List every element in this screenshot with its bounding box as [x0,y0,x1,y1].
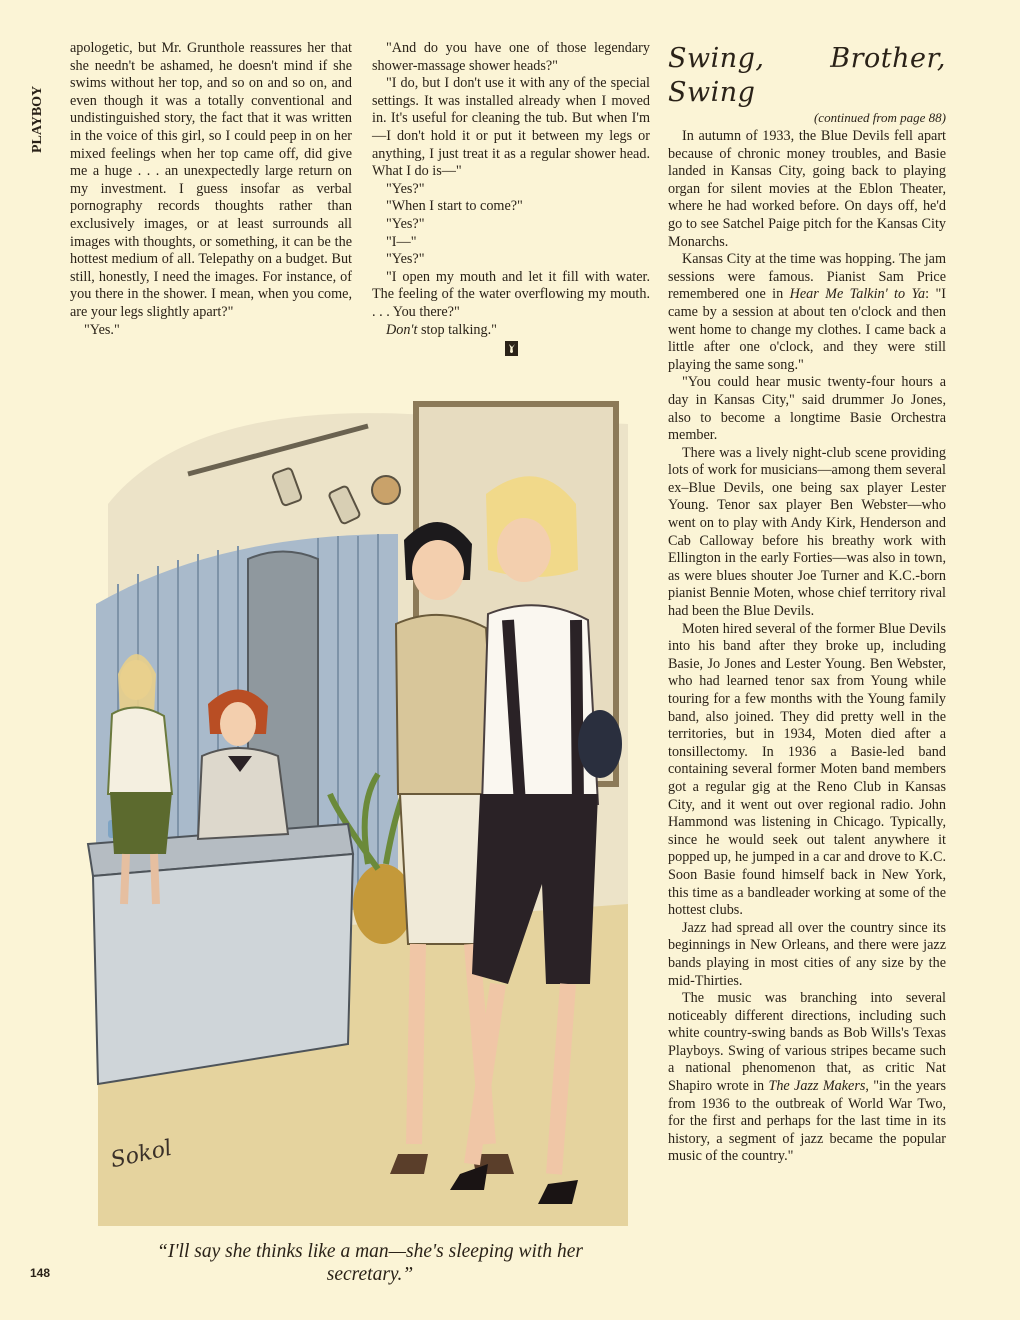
paragraph: Moten hired several of the former Blue Devils into his band after they broke up, including Basie, Jo Jones and Lester Young. Ben Webster, who had learned tenor sax from Young while touring for a few months with the Young family band, also joined. They did pretty well in the territories, but in 1934, Moten died after a tonsillectomy. In 1936 a Basie-led band containing several former Moten band members got a regular gig at the Reno Club in Kansas City, and it went out over regional radio. John Hammond was listening in Chicago. Typically, since he would seek out talent anywhere it popped up, he jumped in a car and drove to K.C. Soon Basie found himself back in New York, this time as a bandleader working at some of the hottest clubs. [668,620,946,919]
article-column-1 [70,40,352,339]
paragraph: "I do, but I don't use it with any of the special settings. It was installed already when I moved in. It's useful for cleaning the tub. But when I'm—I don't hold it or put it between my legs or anything, I just treat it as a regular shower head. What I do is—" [372,75,650,180]
italic-word: Don't [386,321,418,338]
paragraph: apologetic, but Mr. Grunthole reassures her that she needn't be ashamed, he doesn't mind if she swims without her top, and so on and so on, and even though it was a totally conventional and undistinguished story, the fact that it was written in the voice of this girl, so I could peep in on her mixed feelings when her top came off, did give me a huge . . . an unexpectedly large return on my investment. I guess insofar as verbal pornography records thoughts rather than exclusively images, or at least surrounds all images with thoughts, or something, it can be the hottest medium of all. Telepathy on a budget. But still, honestly, I need the images. For instance, of you there in the shower. I mean, when you come, are your legs slightly apart?" [70,40,352,320]
paragraph: "When I start to come?" [386,198,523,215]
paragraph: In autumn of 1933, the Blue Devils fell apart because of chronic money troubles, and Basie landed in Kansas City, going back to playing organ for silent movies at the Eblon Theater, where he had worked before. On days off, he'd go to see Satchel Paige pitch for the Kansas City Monarchs. [668,128,946,250]
paragraph: There was a lively night-club scene providing lots of work for musicians—among them several ex–Blue Devils, one being sax player Lester Young. Tenor sax player Ben Webster—who went on to play with Andy Kirk, Henderson and Cab Calloway before his breathy work with Ellington in the early Forties—was also in town, as were blues shouter Joe Turner and K.C.-born pianist Bennie Moten, whose chief territory rival had been the Blue Devils. [668,444,946,620]
book-title: The Jazz Makers [768,1078,866,1095]
paragraph: "Yes?" [386,215,425,232]
article-title: Swing, Brother, Swing [668,43,946,108]
paragraph: "Yes?" [386,180,425,197]
rabbit-head-icon [505,341,518,356]
page-number: 148 [30,1266,51,1280]
book-title: Hear Me Talkin' to Ya [789,286,926,303]
article-column-3 [668,40,946,1166]
paragraph: Jazz had spread all over the country since its beginnings in New Orleans, and there were jazz bands playing in most cities of any size by the mid-Thirties. [668,919,946,989]
magazine-sidebar-title: PLAYBOY [30,85,45,153]
paragraph: "I—" [386,233,417,250]
cartoon-illustration [68,384,666,1226]
continued-note: (continued from page 88) [813,110,946,125]
cartoon-caption: “I'll say she thinks like a man—she's sleeping with her secretary.” [157,1241,583,1285]
paragraph-with-italic [668,251,946,374]
paragraph-text: stop talking." [417,321,497,338]
paragraph-last [372,322,650,340]
paragraph: "Yes?" [386,251,425,268]
paragraph-with-italic [668,990,946,1166]
paragraph: "And do you have one of those legendary shower-massage shower heads?" [372,40,650,74]
artist-signature: Sokol [108,1135,175,1174]
paragraph: "You could hear music twenty-four hours a day in Kansas City," said drummer Jo Jones, also to become a longtime Basie Orchestra member. [668,374,946,444]
paragraph-text: The music was branching into several noticeably different directions, including such white country-swing bands as Bob Wills's Texas Playboys. Swing of various stripes became such a national phenomenon that, as critic Nat Shapiro wrote in [668,990,946,1095]
paragraph-text: : "I came by a session at about ten o'clock and then went home to change my clothes. I came back a little after one o'clock, and they were still playing the same song." [668,286,946,373]
track-light-icon [372,476,400,504]
handbag [578,710,622,778]
paragraph-text: , "in the years from 1936 to the outbreak of World War Two, for the first and perhaps for the last time in its history, a segment of jazz became the popular music of the country." [668,1078,946,1165]
article-column-2 [372,40,650,359]
paragraph: "Yes." [84,321,120,338]
paragraph: "I open my mouth and let it fill with water. The feeling of the water overflowing my mouth. . . . You there?" [372,268,650,320]
end-mark [372,341,650,359]
paragraph-text: Kansas City at the time was hopping. The jam sessions were famous. Pianist Sam Price remembered one in [668,251,946,303]
